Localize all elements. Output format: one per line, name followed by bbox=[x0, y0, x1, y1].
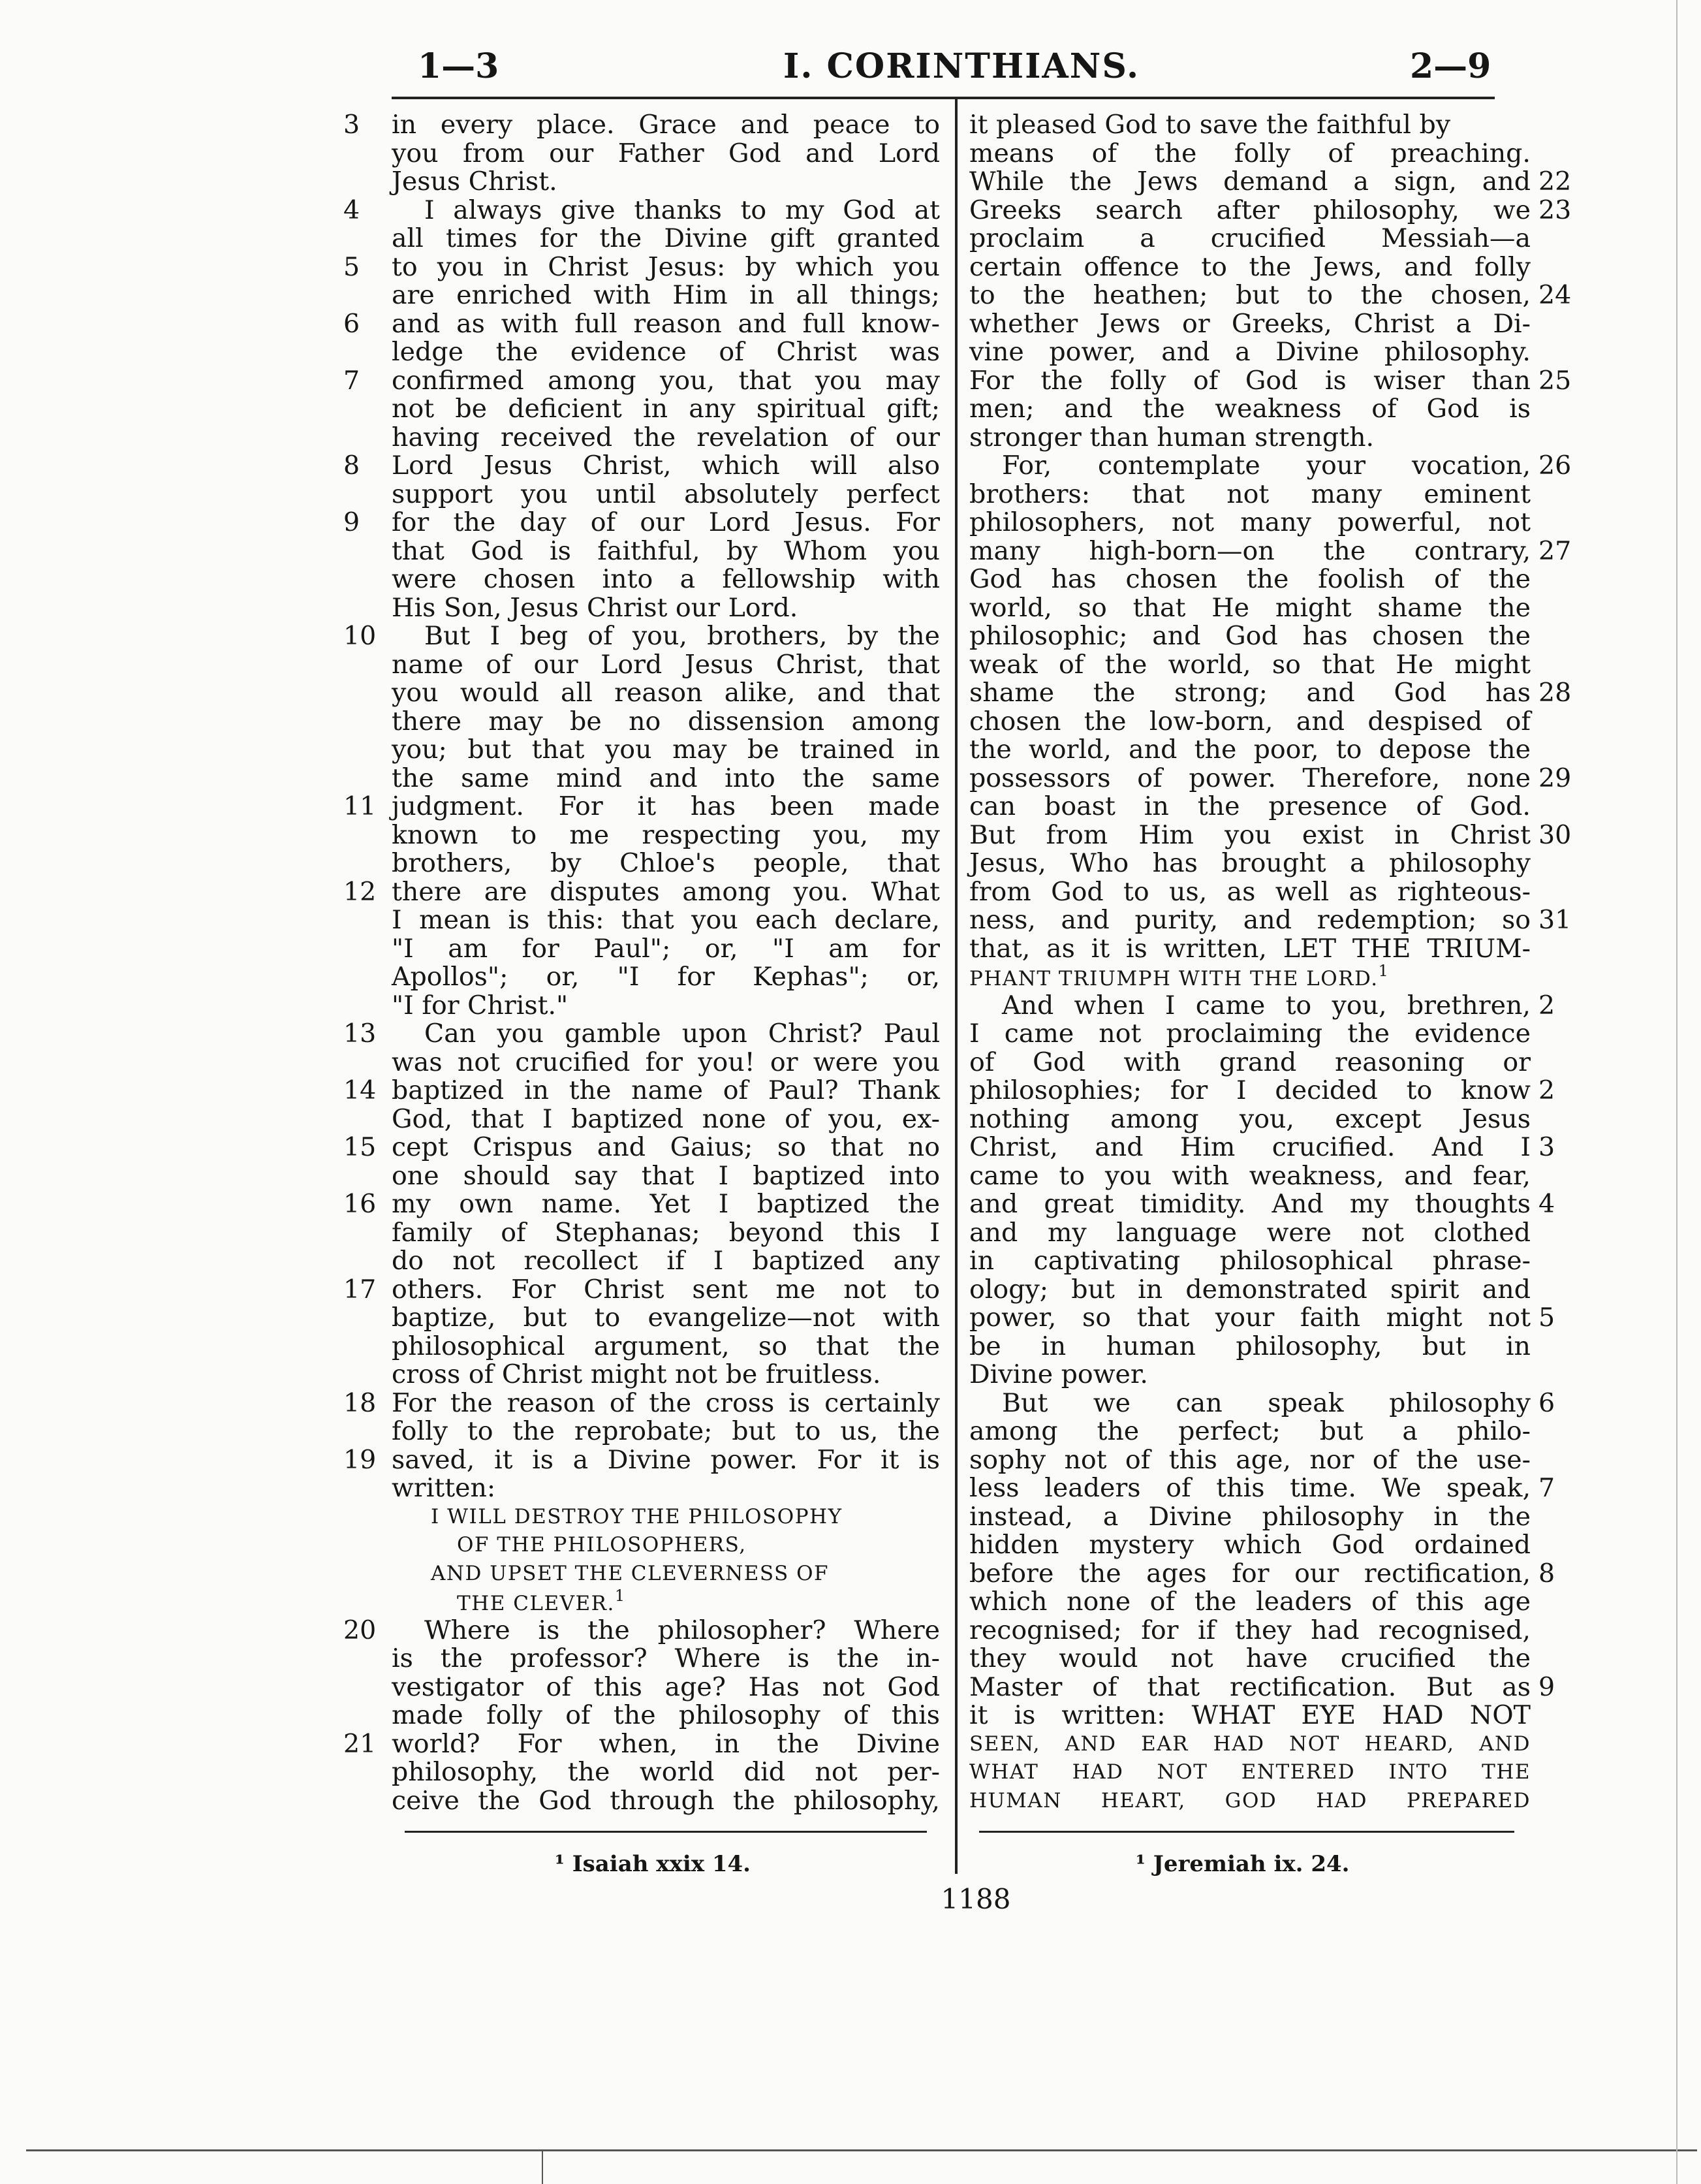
text-column-right bbox=[969, 110, 1572, 1815]
text-line bbox=[969, 963, 1531, 992]
text-line bbox=[969, 195, 1572, 225]
text-line bbox=[392, 1645, 940, 1673]
line-text: means of the folly of preaching. bbox=[969, 138, 1531, 168]
verse-number: 17 bbox=[343, 1274, 377, 1305]
line-text: was not crucified for you! or were you bbox=[392, 1047, 940, 1077]
verse-number: 8 bbox=[1538, 1558, 1555, 1589]
line-text: be in human philosophy, but in bbox=[969, 1331, 1531, 1361]
line-text: shame the strong; and God has bbox=[969, 678, 1531, 708]
line-text: sophy not of this age, nor of the use- bbox=[969, 1444, 1531, 1475]
line-text: But from Him you exist in Christ bbox=[969, 819, 1531, 850]
text-line bbox=[392, 140, 940, 168]
line-text: But I beg of you, brothers, by the bbox=[424, 621, 940, 651]
text-line bbox=[969, 1387, 1555, 1418]
text-line bbox=[392, 537, 940, 566]
text-line bbox=[392, 1162, 940, 1191]
text-line bbox=[969, 651, 1531, 680]
text-line bbox=[969, 535, 1572, 566]
text-line bbox=[343, 251, 940, 282]
text-line bbox=[969, 451, 1572, 481]
verse-number: 27 bbox=[1538, 535, 1572, 566]
text-line bbox=[969, 338, 1531, 367]
verse-number: 2 bbox=[1538, 1075, 1555, 1105]
line-text: whether Jews or Greeks, Christ a Di- bbox=[969, 308, 1531, 339]
verse-number: 23 bbox=[1538, 195, 1572, 225]
line-text: weak of the world, so that He might bbox=[969, 649, 1531, 680]
line-text: God has chosen the foolish of the bbox=[969, 564, 1531, 594]
text-line bbox=[392, 821, 940, 850]
footnote-rule-left bbox=[405, 1831, 927, 1833]
text-line bbox=[343, 1132, 940, 1162]
line-text: it is written: WHAT EYE HAD NOT bbox=[969, 1700, 1531, 1730]
line-text: to the heathen; but to the chosen, bbox=[969, 280, 1531, 310]
text-line bbox=[969, 1701, 1531, 1730]
verse-number: 9 bbox=[1538, 1671, 1555, 1702]
line-text: philosophic; and God has chosen the bbox=[969, 621, 1531, 651]
text-line bbox=[969, 1276, 1531, 1305]
verse-number: 3 bbox=[1538, 1132, 1555, 1162]
column-divider bbox=[955, 98, 958, 1874]
text-line bbox=[392, 1560, 940, 1589]
text-line bbox=[392, 1304, 940, 1333]
text-line bbox=[392, 935, 940, 964]
line-text: from God to us, as well as righteous- bbox=[969, 876, 1531, 907]
line-text: that God is faithful, by Whom you bbox=[392, 535, 940, 566]
line-text: chosen the low-born, and despised of bbox=[969, 706, 1531, 736]
text-line bbox=[392, 679, 940, 708]
line-text: written: bbox=[392, 1473, 496, 1503]
footnote-marker: 1 bbox=[1378, 961, 1388, 980]
text-line bbox=[392, 992, 940, 1021]
text-line bbox=[969, 225, 1531, 253]
line-text: Greeks search after philosophy, we bbox=[969, 195, 1531, 225]
verse-number: 3 bbox=[343, 110, 360, 140]
text-line bbox=[969, 1247, 1531, 1276]
text-line bbox=[392, 1361, 940, 1389]
text-line bbox=[343, 1274, 940, 1305]
text-line bbox=[969, 990, 1555, 1021]
text-line bbox=[343, 507, 940, 537]
text-line bbox=[969, 1787, 1531, 1816]
text-line bbox=[969, 878, 1531, 907]
line-text: I came not proclaiming the evidence bbox=[969, 1019, 1531, 1049]
line-text: For the folly of God is wiser than bbox=[969, 365, 1531, 396]
text-line bbox=[392, 225, 940, 253]
text-line bbox=[969, 1049, 1531, 1077]
line-text: cross of Christ might not be fruitless. bbox=[392, 1359, 881, 1389]
line-text: I mean is this: that you each declare, bbox=[392, 905, 940, 935]
text-line bbox=[392, 1333, 940, 1361]
verse-number: 7 bbox=[1538, 1473, 1555, 1503]
text-line bbox=[392, 338, 940, 367]
line-text: baptize, but to evangelize—not with bbox=[392, 1303, 940, 1333]
line-text: name of our Lord Jesus Christ, that bbox=[392, 649, 940, 680]
scan-bottom-line bbox=[26, 2149, 1697, 2151]
text-line bbox=[969, 736, 1531, 765]
line-text: do not recollect if I baptized any bbox=[392, 1246, 940, 1276]
line-text: Lord Jesus Christ, which will also bbox=[392, 451, 940, 481]
line-text: and as with full reason and full know- bbox=[392, 308, 940, 339]
line-text: are enriched with Him in all things; bbox=[392, 280, 940, 310]
verse-number: 10 bbox=[343, 621, 377, 651]
verse-number: 19 bbox=[343, 1444, 377, 1475]
line-text: family of Stephanas; beyond this I bbox=[392, 1217, 940, 1248]
line-text: before the ages for our rectification, bbox=[969, 1558, 1531, 1589]
text-line bbox=[392, 395, 940, 424]
verse-number: 22 bbox=[1538, 166, 1572, 197]
text-line bbox=[969, 166, 1572, 197]
header-chapter-range-right: 2—9 bbox=[1410, 46, 1491, 86]
line-text: instead, a Divine philosophy in the bbox=[969, 1501, 1531, 1532]
verse-number: 24 bbox=[1538, 280, 1572, 310]
text-line bbox=[969, 819, 1572, 850]
text-line bbox=[392, 1673, 940, 1702]
line-text: world, so that He might shame the bbox=[969, 592, 1531, 623]
text-line bbox=[969, 365, 1572, 396]
verse-number: 18 bbox=[343, 1387, 377, 1418]
line-text: Jesus, Who has brought a philosophy bbox=[969, 848, 1531, 878]
line-text: Can you gamble upon Christ? Paul bbox=[424, 1019, 940, 1049]
text-line bbox=[969, 763, 1572, 793]
text-line bbox=[969, 678, 1572, 708]
line-text: the same mind and into the same bbox=[392, 763, 940, 793]
line-text: many high-born—on the contrary, bbox=[969, 535, 1531, 566]
text-line bbox=[969, 280, 1572, 310]
line-text: Where is the philosopher? Where bbox=[424, 1615, 940, 1645]
text-line bbox=[392, 168, 940, 197]
line-text: Master of that rectification. But as bbox=[969, 1671, 1531, 1702]
text-line bbox=[969, 1503, 1531, 1532]
verse-number: 6 bbox=[343, 308, 360, 339]
line-text: were chosen into a fellowship with bbox=[392, 564, 940, 594]
line-text: you from our Father God and Lord bbox=[392, 138, 940, 168]
text-line bbox=[343, 621, 940, 651]
text-line bbox=[969, 1558, 1555, 1589]
text-line bbox=[343, 1728, 940, 1759]
text-line bbox=[392, 849, 940, 878]
header-book-title: I. CORINTHIANS. bbox=[783, 46, 1140, 86]
line-text: OF THE PHILOSOPHERS, bbox=[457, 1533, 747, 1557]
text-line bbox=[969, 594, 1531, 623]
text-line bbox=[969, 1417, 1531, 1446]
line-text: they would not have crucified the bbox=[969, 1643, 1531, 1673]
verse-number: 5 bbox=[1538, 1303, 1555, 1333]
text-line bbox=[969, 1162, 1531, 1191]
line-text: PHANT TRIUMPH WITH THE LORD. bbox=[969, 967, 1379, 990]
verse-number: 5 bbox=[343, 251, 360, 282]
text-line bbox=[392, 424, 940, 452]
text-line bbox=[343, 110, 940, 140]
line-text: philosophy, the world did not per- bbox=[392, 1757, 940, 1787]
text-line bbox=[969, 935, 1531, 964]
line-text: vine power, and a Divine philosophy. bbox=[969, 337, 1531, 367]
verse-number: 4 bbox=[1538, 1189, 1555, 1219]
verse-number: 2 bbox=[1538, 990, 1555, 1021]
text-line bbox=[969, 849, 1531, 878]
line-text: philosophies; for I decided to know bbox=[969, 1075, 1531, 1105]
line-text: others. For Christ sent me not to bbox=[392, 1274, 940, 1305]
text-line bbox=[969, 140, 1531, 168]
footnote-marker: 1 bbox=[614, 1586, 625, 1605]
text-line bbox=[392, 281, 940, 310]
text-line bbox=[969, 111, 1531, 140]
text-line bbox=[969, 1588, 1531, 1617]
text-line bbox=[392, 1503, 940, 1532]
text-line bbox=[969, 1303, 1555, 1333]
line-text: all times for the Divine gift granted bbox=[392, 223, 940, 253]
verse-number: 14 bbox=[343, 1075, 377, 1105]
verse-number: 7 bbox=[343, 365, 360, 396]
line-text: Jesus Christ. bbox=[392, 166, 557, 197]
text-line bbox=[392, 1758, 940, 1787]
line-text: stronger than human strength. bbox=[969, 422, 1375, 452]
text-line bbox=[392, 1417, 940, 1446]
text-line bbox=[343, 451, 940, 481]
footnote-right: ¹ Jeremiah ix. 24. bbox=[1136, 1851, 1350, 1877]
line-text: can boast in the presence of God. bbox=[969, 791, 1531, 821]
text-line bbox=[969, 708, 1531, 736]
text-line bbox=[392, 1588, 940, 1617]
text-line bbox=[969, 395, 1531, 424]
text-line bbox=[392, 1049, 940, 1077]
text-line bbox=[969, 1333, 1531, 1361]
line-text: "I for Christ." bbox=[392, 990, 569, 1021]
line-text: brothers, by Chloe's people, that bbox=[392, 848, 940, 878]
line-text: nothing among you, except Jesus bbox=[969, 1103, 1531, 1134]
text-line bbox=[969, 1473, 1555, 1503]
line-text: cept Crispus and Gaius; so that no bbox=[392, 1132, 940, 1162]
text-line bbox=[969, 1132, 1555, 1162]
text-line bbox=[969, 1075, 1555, 1105]
line-text: baptized in the name of Paul? Thank bbox=[392, 1075, 940, 1105]
page-number: 1188 bbox=[941, 1883, 1011, 1915]
verse-number: 21 bbox=[343, 1728, 377, 1759]
line-text: HUMAN HEART, GOD HAD PREPARED bbox=[969, 1788, 1531, 1812]
text-line bbox=[969, 481, 1531, 509]
text-line bbox=[392, 1105, 940, 1134]
text-line bbox=[392, 736, 940, 765]
verse-number: 20 bbox=[343, 1615, 377, 1645]
text-line bbox=[392, 1701, 940, 1730]
line-text: in every place. Grace and peace to bbox=[392, 110, 940, 140]
verse-number: 13 bbox=[343, 1019, 377, 1049]
line-text: there are disputes among you. What bbox=[392, 876, 940, 907]
line-text: saved, it is a Divine power. For it is bbox=[392, 1444, 940, 1475]
text-line bbox=[343, 195, 940, 225]
text-line bbox=[343, 791, 940, 821]
line-text: philosophers, not many powerful, not bbox=[969, 507, 1531, 537]
line-text: confirmed among you, that you may bbox=[392, 365, 940, 396]
verse-number: 9 bbox=[343, 507, 360, 537]
footnote-left: ¹ Isaiah xxix 14. bbox=[555, 1851, 751, 1877]
line-text: for the day of our Lord Jesus. For bbox=[392, 507, 940, 537]
line-text: ledge the evidence of Christ was bbox=[392, 337, 940, 367]
text-line bbox=[969, 905, 1572, 935]
line-text: brothers: that not many eminent bbox=[969, 479, 1531, 509]
line-text: known to me respecting you, my bbox=[392, 819, 940, 850]
line-text: SEEN, AND EAR HAD NOT HEARD, AND bbox=[969, 1732, 1531, 1756]
scan-notch bbox=[542, 2149, 543, 2184]
verse-number: 6 bbox=[1538, 1387, 1555, 1418]
text-line bbox=[392, 1247, 940, 1276]
text-line bbox=[343, 1615, 940, 1645]
text-line bbox=[392, 565, 940, 594]
verse-number: 16 bbox=[343, 1189, 377, 1219]
line-text: one should say that I baptized into bbox=[392, 1160, 940, 1191]
text-line bbox=[392, 1474, 940, 1503]
text-line bbox=[969, 793, 1531, 821]
line-text: it pleased God to save the faithful by bbox=[969, 110, 1451, 140]
header-chapter-range-left: 1—3 bbox=[418, 46, 499, 86]
line-text: came to you with weakness, and fear, bbox=[969, 1160, 1531, 1191]
verse-number: 11 bbox=[343, 791, 377, 821]
verse-number: 15 bbox=[343, 1132, 377, 1162]
line-text: you would all reason alike, and that bbox=[392, 678, 940, 708]
line-text: WHAT HAD NOT ENTERED INTO THE bbox=[969, 1760, 1531, 1784]
text-line bbox=[343, 1387, 940, 1418]
line-text: proclaim a crucified Messiah—a bbox=[969, 223, 1531, 253]
line-text: and my language were not clothed bbox=[969, 1217, 1531, 1248]
line-text: support you until absolutely perfect bbox=[392, 479, 940, 509]
text-line bbox=[969, 1361, 1531, 1389]
line-text: AND UPSET THE CLEVERNESS OF bbox=[431, 1561, 830, 1585]
line-text: For, contemplate your vocation, bbox=[1002, 451, 1531, 481]
text-line bbox=[392, 651, 940, 680]
text-line bbox=[392, 481, 940, 509]
text-line bbox=[343, 1019, 940, 1049]
text-line bbox=[392, 765, 940, 793]
verse-number: 8 bbox=[343, 451, 360, 481]
line-text: that, as it is written, LET THE TRIUM- bbox=[969, 933, 1531, 964]
line-text: And when I came to you, brethren, bbox=[1002, 990, 1531, 1021]
line-text: less leaders of this time. We speak, bbox=[969, 1473, 1531, 1503]
line-text: to you in Christ Jesus: by which you bbox=[392, 251, 940, 282]
line-text: ology; but in demonstrated spirit and bbox=[969, 1274, 1531, 1305]
line-text: I WILL DESTROY THE PHILOSOPHY bbox=[431, 1504, 843, 1528]
line-text: ceive the God through the philosophy, bbox=[392, 1785, 940, 1816]
text-line bbox=[969, 1189, 1555, 1219]
text-line bbox=[969, 1219, 1531, 1248]
line-text: hidden mystery which God ordained bbox=[969, 1530, 1531, 1560]
text-line bbox=[969, 1671, 1555, 1702]
line-text: world? For when, in the Divine bbox=[392, 1728, 940, 1759]
verse-number: 4 bbox=[343, 195, 360, 225]
text-line bbox=[392, 963, 940, 992]
verse-number: 26 bbox=[1538, 451, 1572, 481]
text-line bbox=[969, 1531, 1531, 1560]
text-line bbox=[392, 1531, 940, 1560]
scan-right-edge bbox=[1676, 0, 1678, 2184]
text-line bbox=[392, 708, 940, 736]
text-line bbox=[969, 253, 1531, 282]
line-text: ness, and purity, and redemption; so bbox=[969, 905, 1531, 935]
verse-number: 29 bbox=[1538, 763, 1572, 793]
text-line bbox=[969, 1645, 1531, 1673]
line-text: His Son, Jesus Christ our Lord. bbox=[392, 592, 798, 623]
text-line bbox=[343, 1189, 940, 1219]
line-text: Christ, and Him crucified. And I bbox=[969, 1132, 1531, 1162]
line-text: my own name. Yet I baptized the bbox=[392, 1189, 940, 1219]
verse-number: 12 bbox=[343, 876, 377, 907]
line-text: of God with grand reasoning or bbox=[969, 1047, 1531, 1077]
text-line bbox=[969, 310, 1531, 339]
line-text: is the professor? Where is the in- bbox=[392, 1643, 940, 1673]
line-text: made folly of the philosophy of this bbox=[392, 1700, 940, 1730]
verse-number: 25 bbox=[1538, 365, 1572, 396]
verse-number: 30 bbox=[1538, 819, 1572, 850]
line-text: I always give thanks to my God at bbox=[424, 195, 940, 225]
header-rule bbox=[392, 97, 1495, 99]
text-line bbox=[392, 594, 940, 623]
text-line bbox=[969, 1020, 1531, 1049]
line-text: For the reason of the cross is certainly bbox=[392, 1387, 940, 1418]
line-text: you; but that you may be trained in bbox=[392, 735, 940, 765]
line-text: While the Jews demand a sign, and bbox=[969, 166, 1531, 197]
line-text: folly to the reprobate; but to us, the bbox=[392, 1416, 940, 1446]
text-line bbox=[969, 1617, 1531, 1645]
text-line bbox=[392, 1787, 940, 1816]
line-text: among the perfect; but a philo- bbox=[969, 1416, 1531, 1446]
line-text: and great timidity. And my thoughts bbox=[969, 1189, 1531, 1219]
line-text: there may be no dissension among bbox=[392, 706, 940, 736]
text-line bbox=[969, 509, 1531, 537]
text-line bbox=[343, 1444, 940, 1475]
text-line bbox=[969, 1730, 1531, 1759]
line-text: "I am for Paul"; or, "I am for bbox=[392, 933, 940, 964]
line-text: certain offence to the Jews, and folly bbox=[969, 251, 1531, 282]
line-text: But we can speak philosophy bbox=[1002, 1387, 1531, 1418]
verse-number: 28 bbox=[1538, 678, 1572, 708]
line-text: philosophical argument, so that the bbox=[392, 1331, 940, 1361]
line-text: having received the revelation of our bbox=[392, 422, 940, 452]
line-text: God, that I baptized none of you, ex- bbox=[392, 1103, 940, 1134]
line-text: in captivating philosophical phrase- bbox=[969, 1246, 1531, 1276]
footnote-rule-right bbox=[979, 1831, 1514, 1833]
text-line bbox=[343, 308, 940, 339]
text-line bbox=[969, 622, 1531, 651]
text-line bbox=[969, 1446, 1531, 1475]
text-line bbox=[969, 424, 1531, 452]
line-text: vestigator of this age? Has not God bbox=[392, 1671, 940, 1702]
text-line bbox=[343, 876, 940, 907]
line-text: recognised; for if they had recognised, bbox=[969, 1615, 1531, 1645]
line-text: possessors of power. Therefore, none bbox=[969, 763, 1531, 793]
text-line bbox=[343, 365, 940, 396]
line-text: judgment. For it has been made bbox=[392, 791, 940, 821]
text-line bbox=[969, 565, 1531, 594]
text-line bbox=[392, 906, 940, 935]
text-line bbox=[969, 1758, 1531, 1787]
text-column-left bbox=[343, 110, 940, 1816]
line-text: Apollos"; or, "I for Kephas"; or, bbox=[392, 962, 940, 992]
line-text: THE CLEVER. bbox=[457, 1592, 615, 1615]
text-line bbox=[969, 1105, 1531, 1134]
line-text: not be deficient in any spiritual gift; bbox=[392, 394, 940, 424]
line-text: which none of the leaders of this age bbox=[969, 1587, 1531, 1617]
verse-number: 31 bbox=[1538, 905, 1572, 935]
line-text: power, so that your faith might not bbox=[969, 1303, 1531, 1333]
line-text: men; and the weakness of God is bbox=[969, 394, 1531, 424]
text-line bbox=[392, 1219, 940, 1248]
text-line bbox=[343, 1075, 940, 1105]
line-text: Divine power. bbox=[969, 1359, 1148, 1389]
line-text: the world, and the poor, to depose the bbox=[969, 735, 1531, 765]
